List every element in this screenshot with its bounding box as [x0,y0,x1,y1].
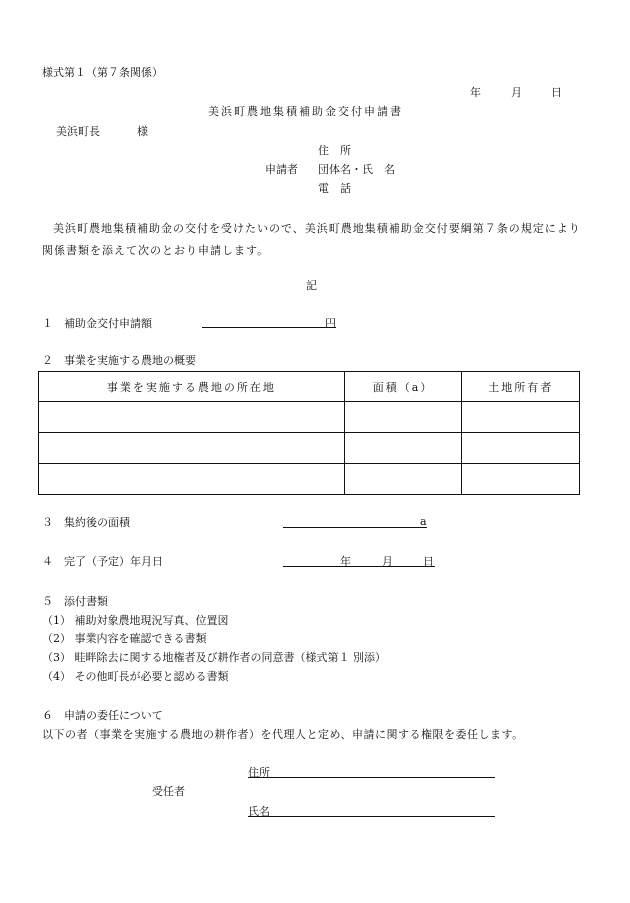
table-row [39,402,580,433]
table-header-row [39,372,580,402]
item6-label: ６ 申請の委任について [42,709,163,722]
doc-item-4: （4） その他町長が必要と認める書類 [42,670,229,683]
item4-day: 日 [423,555,434,568]
item3-unit: a [420,515,427,528]
header-location: 事業を実施する農地の所在地 [39,372,345,402]
addressee-honorific: 様 [137,125,148,138]
applicant-name-label: 団体名・氏 名 [318,163,395,176]
item1-label: １ 補助金交付申請額 [42,317,152,330]
doc-item-1: （1） 補助対象農地現況写真、位置図 [42,614,229,627]
delegate-name-line[interactable] [248,816,495,817]
date-day: 日 [551,86,562,99]
ki-heading: 記 [306,279,317,292]
delegate-name-label: 氏名 [248,805,270,818]
item3-label: ３ 集約後の面積 [42,516,130,529]
cell-location[interactable] [39,433,345,464]
intro-paragraph: 美浜町農地集積補助金の交付を受けたいので、美浜町農地集積補助金交付要綱第７条の規定により関係書類を添えて次のとおり申請します。 [42,222,581,257]
item4-month: 月 [382,555,393,568]
item4-label: ４ 完了（予定）年月日 [42,555,163,568]
cell-owner[interactable] [462,433,580,464]
table-row [39,433,580,464]
cell-area[interactable] [344,433,462,464]
cell-owner[interactable] [462,464,580,495]
form-number: 様式第１（第７条関係） [42,66,163,79]
header-area: 面積（a） [344,372,462,402]
item4-year: 年 [340,555,351,568]
item1-unit: 円 [325,317,336,330]
cell-area[interactable] [344,464,462,495]
item4-date-line[interactable] [283,566,435,567]
cell-owner[interactable] [462,402,580,433]
delegate-address-label: 住所 [248,766,270,779]
delegate-role: 受任者 [152,785,185,798]
delegate-address-line[interactable] [248,777,495,778]
applicant-address-label: 住 所 [318,144,351,157]
item5-label: ５ 添付書類 [42,595,108,608]
table-row [39,464,580,495]
doc-item-2: （2） 事業内容を確認できる書類 [42,632,207,645]
date-year: 年 [470,86,481,99]
cell-area[interactable] [344,402,462,433]
addressee-name: 美浜町長 [56,125,100,138]
document-title: 美浜町農地集積補助金交付申請書 [208,105,403,118]
item2-label: ２ 事業を実施する農地の概要 [42,354,196,367]
land-overview-table [38,371,580,495]
date-month: 月 [511,86,522,99]
cell-location[interactable] [39,402,345,433]
item3-area-line[interactable] [283,527,427,528]
item1-amount-line[interactable] [202,327,336,328]
doc-item-3: （3） 畦畔除去に関する地権者及び耕作者の同意書（様式第１ 別添） [42,651,386,664]
applicant-phone-label: 電 話 [318,182,351,195]
header-owner: 土地所有者 [462,372,580,402]
applicant-role: 申請者 [265,163,298,176]
item6-text: 以下の者（事業を実施する農地の耕作者）を代理人と定め、申請に関する権限を委任します。 [42,728,524,741]
cell-location[interactable] [39,464,345,495]
